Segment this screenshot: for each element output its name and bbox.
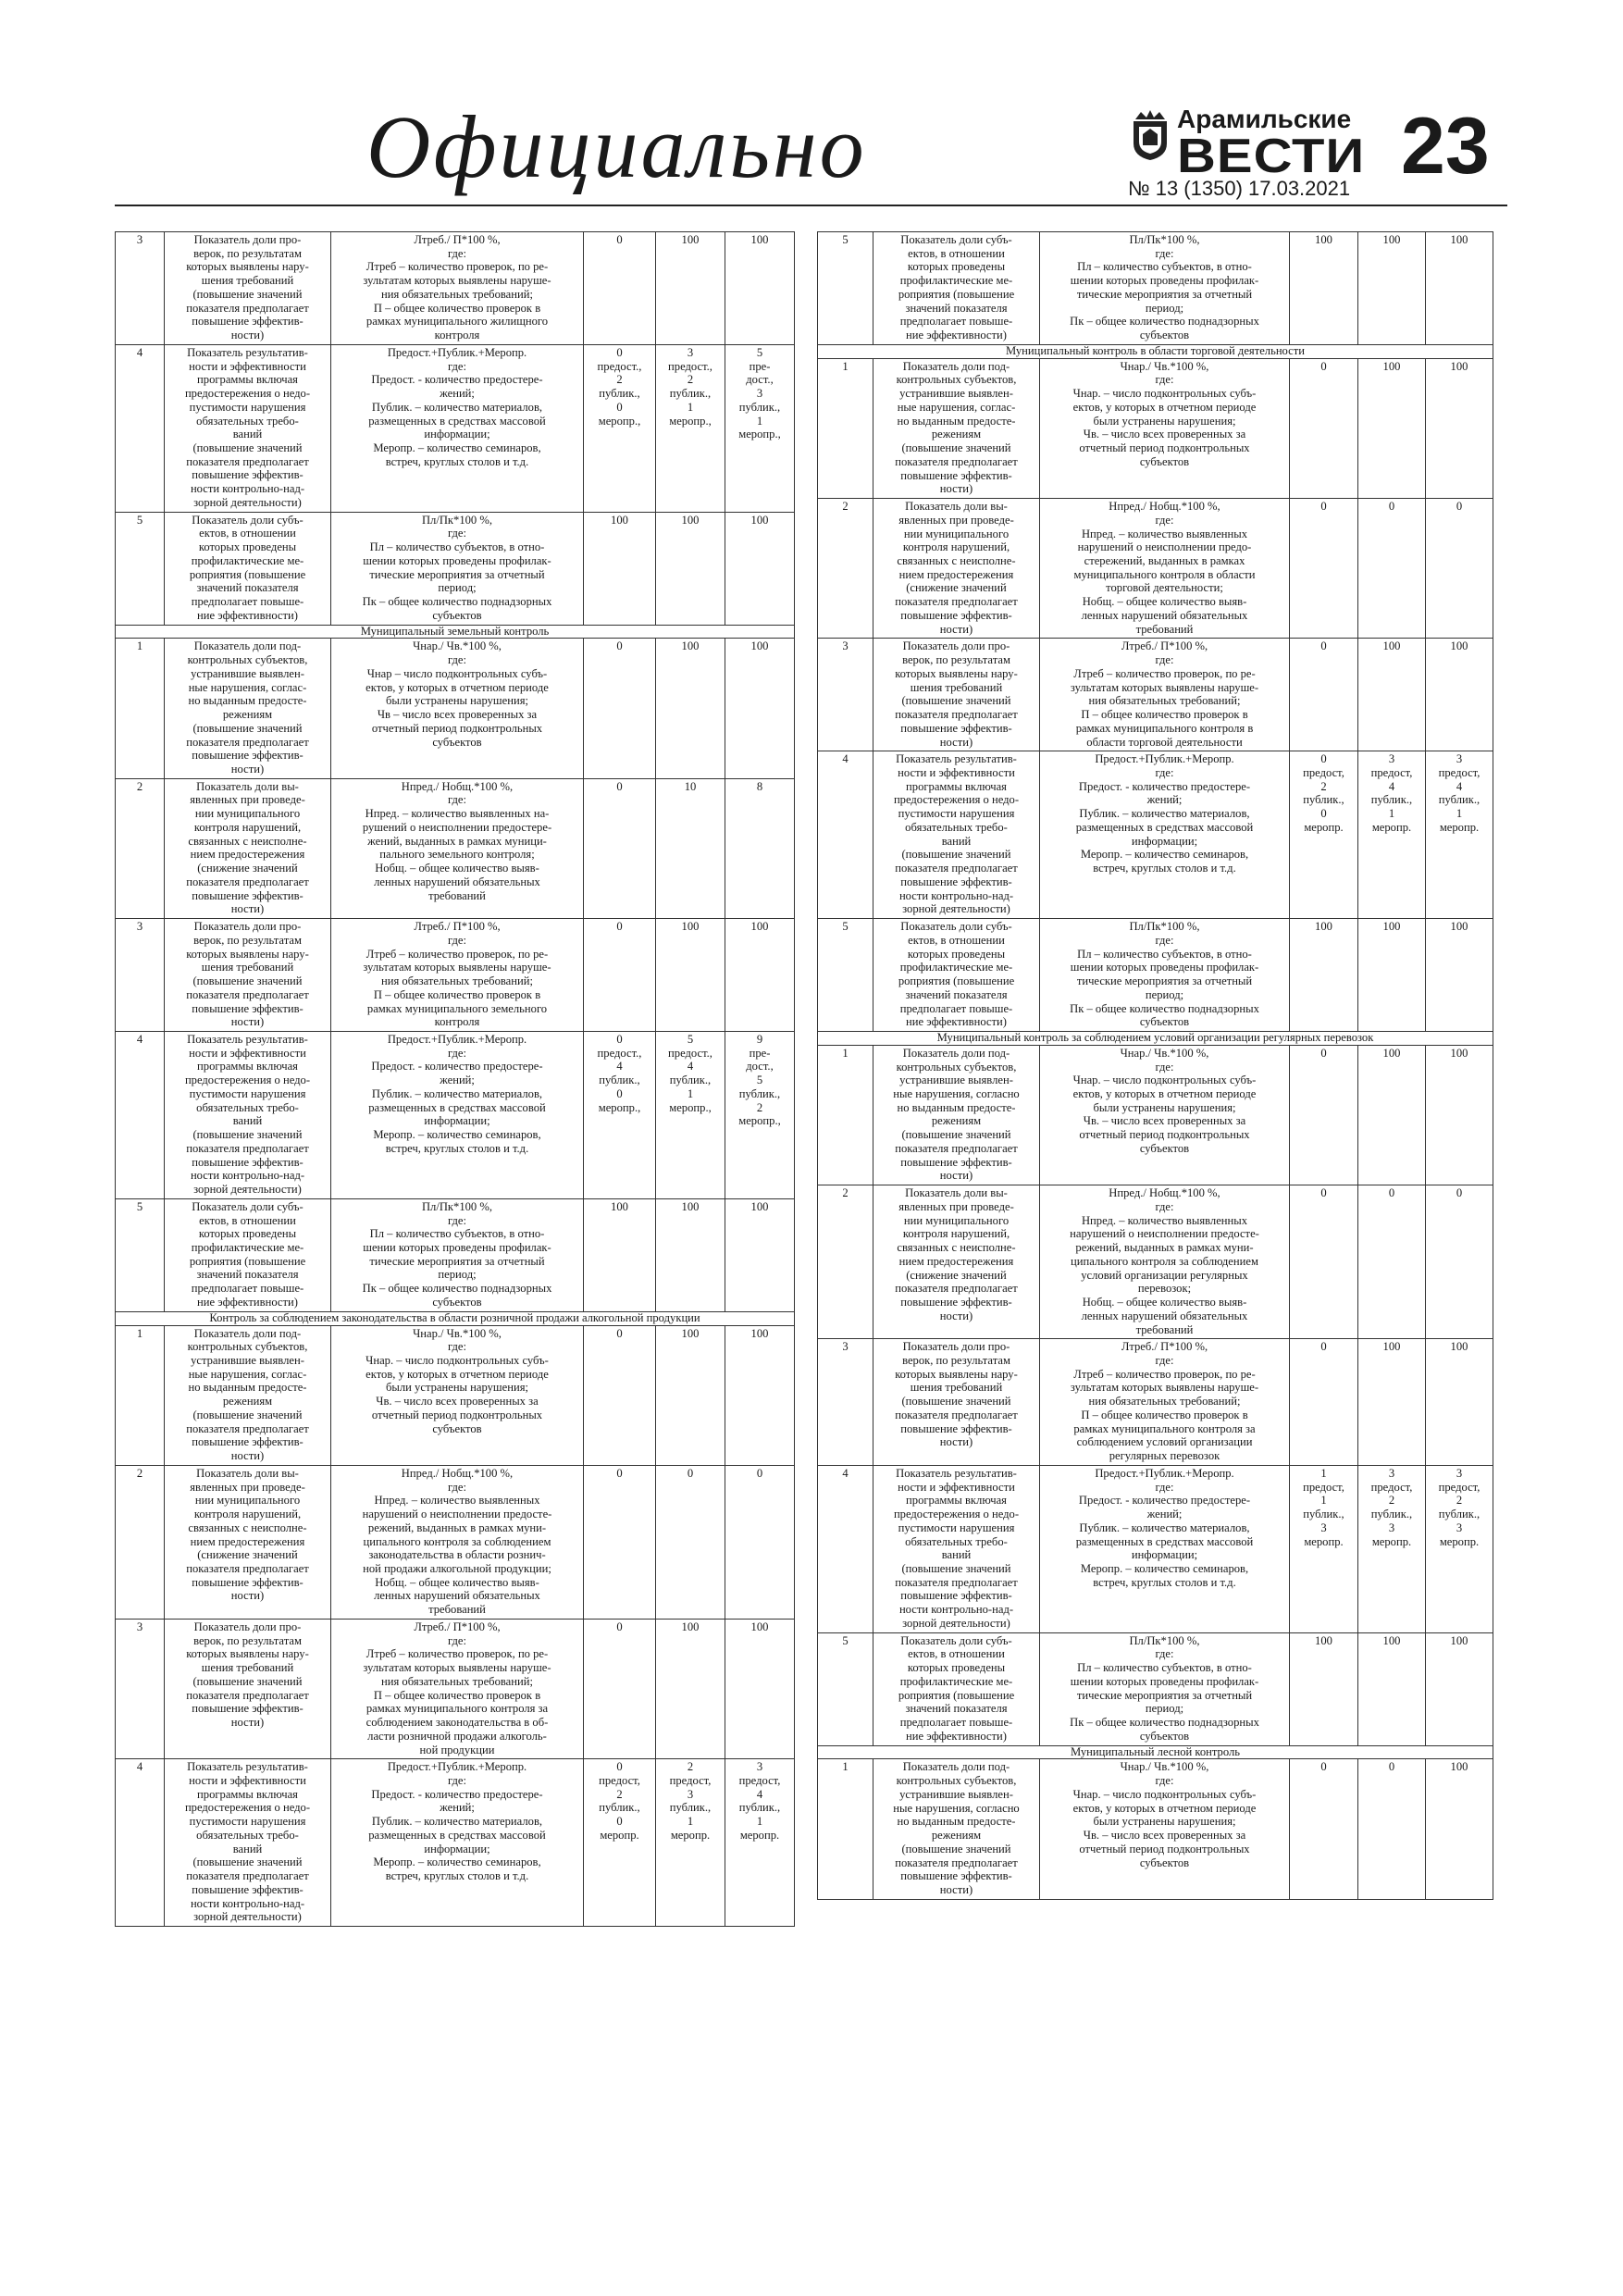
- value-cell: 0: [656, 1465, 725, 1619]
- row-number: 3: [116, 1619, 165, 1758]
- table-row: [818, 1045, 1493, 1185]
- value-cell: 3 предост, 4 публик., 1 меропр.: [725, 1759, 795, 1927]
- value-cell: 100: [1290, 232, 1358, 345]
- indicator-name: Показатель доли под- контрольных субъектов, устранившие выявлен- ные нарушения, соглас‑ но выданным предосте- режениям (повышение значений показателя предполагает повышение эффектив- ности): [873, 358, 1040, 498]
- row-number: 5: [116, 1198, 165, 1311]
- value-cell: 100: [1426, 1045, 1493, 1185]
- value-cell: 0: [1290, 1759, 1358, 1899]
- table-row: [116, 919, 795, 1032]
- indicator-formula: Нпред./ Нобщ.*100 %, где: Нпред. – количество выявленных нарушений о неисполнении предо- стережений, выданных в рамках муниципального контроля в области торговой деятельности; Нобщ. – общее количество выяв- ленных нарушений обязательных требований: [1040, 499, 1290, 639]
- indicator-name: Показатель доли про- верок, по результатам которых выявлены нару- шения требований (повышение значений показателя предполагает повышение эффектив- ности): [873, 1339, 1040, 1466]
- value-cell: 0: [1426, 1185, 1493, 1339]
- indicator-formula: Чнар./ Чв.*100 %, где: Чнар – число подконтрольных субъ- ектов, у которых в отчетном периоде были устранены нарушения; Чв – число всех проверенных за отчетный период подконтрольных субъектов: [331, 639, 584, 778]
- newspaper-name-top: Арамильские: [1177, 105, 1352, 133]
- section-title: Контроль за соблюдением законодательства в области розничной продажи алкогольной продукции: [116, 1311, 795, 1325]
- indicator-formula: Чнар./ Чв.*100 %, где: Чнар. – число подконтрольных субъ- ектов, у которых в отчетном периоде были устранены нарушения; Чв. – число всех проверенных за отчетный период подконтрольных субъектов: [1040, 1045, 1290, 1185]
- indicator-formula: Предост.+Публик.+Меропр. где: Предост. - количество предостере- жений; Публик. – количество материалов, размещенных в средствах массовой информации; Меропр. – количество семинаров, встреч, круглых столов и т.д.: [1040, 1465, 1290, 1632]
- indicator-name: Показатель доли вы- явленных при проведе- нии муниципального контроля нарушений, связанных с неисполне- нием предостережения (снижение значений показателя предполагает повышение эффектив- ности): [873, 499, 1040, 639]
- table-row: [116, 1759, 795, 1927]
- table-row: [116, 232, 795, 345]
- value-cell: 100: [1426, 1632, 1493, 1745]
- value-cell: 0: [584, 1619, 656, 1758]
- indicator-name: Показатель доли субъ- ектов, в отношении которых проведены профилактические ме- роприятия (повышение значений показателя предполагает повыше- ние эффективности): [165, 1198, 331, 1311]
- value-cell: 3 предост, 2 публик., 3 меропр.: [1358, 1465, 1426, 1632]
- row-number: 4: [116, 1759, 165, 1927]
- indicator-formula: Предост.+Публик.+Меропр. где: Предост. - количество предостере- жений; Публик. – количество материалов, размещенных в средствах массовой информации; Меропр. – количество семинаров, встреч, круглых столов и т.д.: [331, 344, 584, 512]
- indicator-formula: Лтреб./ П*100 %, где: Лтреб – количество проверок, по ре- зультатам которых выявлены наруше- ния обязательных требований; П – общее количество проверок в рамках муниципального контроля за соблюдением условий организации регулярных перевозок: [1040, 1339, 1290, 1466]
- section-title: Муниципальный контроль в области торговой деятельности: [818, 344, 1493, 358]
- value-cell: 100: [1426, 919, 1493, 1032]
- indicator-formula: Нпред./ Нобщ.*100 %, где: Нпред. – количество выявленных нарушений о неисполнении предосте- режений, выданных в рамках муни- ципального контроля за соблюдением законодательства в области рознич- ной продажи алкогольной продукции; Нобщ. – общее количество выяв- ленных нарушений обязательных требований: [331, 1465, 584, 1619]
- value-cell: 100: [656, 1325, 725, 1465]
- indicator-name: Показатель результатив- ности и эффективности программы включая предостережения о недо- пустимости нарушения обязательных требо- ваний (повышение значений показателя предполагает повышение эффектив- ности контрольно-над- зорной деятельности): [873, 751, 1040, 919]
- indicator-name: Показатель доли под- контрольных субъектов, устранившие выявлен- ные нарушения, согласно но выданным предосте- режениям (повышение значений показателя предполагает повышение эффектив- ности): [873, 1045, 1040, 1185]
- value-cell: 100: [725, 1198, 795, 1311]
- indicator-name: Показатель доли субъ- ектов, в отношении которых проведены профилактические ме- роприятия (повышение значений показателя предполагает повыше- ние эффективности): [873, 919, 1040, 1032]
- row-number: 4: [818, 1465, 873, 1632]
- section-header-row: [818, 1031, 1493, 1045]
- row-number: 5: [818, 232, 873, 345]
- value-cell: 0 предост., 2 публик., 0 меропр.,: [584, 344, 656, 512]
- row-number: 2: [116, 1465, 165, 1619]
- table-body: [818, 232, 1493, 1900]
- value-cell: 100: [656, 1619, 725, 1758]
- value-cell: 100: [1358, 232, 1426, 345]
- value-cell: 0: [584, 778, 656, 918]
- value-cell: 0: [1290, 1045, 1358, 1185]
- indicator-name: Показатель доли под- контрольных субъектов, устранившие выявлен- ные нарушения, соглас‑ но выданным предосте- режениям (повышение значений показателя предполагает повышение эффектив- ности): [165, 639, 331, 778]
- indicator-name: Показатель доли про- верок, по результатам которых выявлены нару- шения требований (повышение значений показателя предполагает повышение эффектив- ности): [165, 232, 331, 345]
- table-row: [818, 358, 1493, 498]
- table-row: [116, 1031, 795, 1198]
- value-cell: 0: [1290, 1185, 1358, 1339]
- table-row: [818, 639, 1493, 751]
- value-cell: 0: [584, 232, 656, 345]
- indicator-name: Показатель результатив- ности и эффективности программы включая предостережения о недо- пустимости нарушения обязательных требо- ваний (повышение значений показателя предполагает повышение эффектив- ности контрольно-над- зорной деятельности): [873, 1465, 1040, 1632]
- right-column: [817, 231, 1493, 1900]
- indicator-name: Показатель доли под- контрольных субъектов, устранившие выявлен- ные нарушения, согласно но выданным предосте- режениям (повышение значений показателя предполагает повышение эффектив- ности): [873, 1759, 1040, 1899]
- indicator-formula: Нпред./ Нобщ.*100 %, где: Нпред. – количество выявленных нарушений о неисполнении предосте- режений, выданных в рамках муни- ципального контроля за соблюдением условий организации регулярных перевозок; Нобщ. – общее количество выяв- ленных нарушений обязательных требований: [1040, 1185, 1290, 1339]
- indicators-table-left: [115, 231, 795, 1927]
- value-cell: 0: [1290, 499, 1358, 639]
- value-cell: 100: [656, 512, 725, 625]
- section-title: Муниципальный земельный контроль: [116, 625, 795, 639]
- row-number: 2: [116, 778, 165, 918]
- indicator-formula: Предост.+Публик.+Меропр. где: Предост. - количество предостере- жений; Публик. – количество материалов, размещенных в средствах массовой информации; Меропр. – количество семинаров, встреч, круглых столов и т.д.: [331, 1759, 584, 1927]
- indicators-table-right: [817, 231, 1493, 1900]
- value-cell: 0: [1290, 358, 1358, 498]
- value-cell: 100: [1426, 358, 1493, 498]
- indicator-formula: Пл/Пк*100 %, где: Пл – количество субъектов, в отно- шении которых проведены профилак- тические мероприятия за отчетный период; Пк – общее количество поднадзорных субъектов: [1040, 232, 1290, 345]
- indicator-formula: Пл/Пк*100 %, где: Пл – количество субъектов, в отно- шении которых проведены профилак- тические мероприятия за отчетный период; Пк – общее количество поднадзорных субъектов: [331, 1198, 584, 1311]
- indicator-formula: Предост.+Публик.+Меропр. где: Предост. - количество предостере- жений; Публик. – количество материалов, размещенных в средствах массовой информации; Меропр. – количество семинаров, встреч, круглых столов и т.д.: [331, 1031, 584, 1198]
- value-cell: 0: [1358, 1185, 1426, 1339]
- value-cell: 100: [656, 232, 725, 345]
- row-number: 5: [818, 919, 873, 1032]
- row-number: 4: [116, 1031, 165, 1198]
- value-cell: 9 пре- дост., 5 публик., 2 меропр.,: [725, 1031, 795, 1198]
- value-cell: 100: [725, 232, 795, 345]
- indicator-formula: Пл/Пк*100 %, где: Пл – количество субъектов, в отно- шении которых проведены профилак- тические мероприятия за отчетный период; Пк – общее количество поднадзорных субъектов: [331, 512, 584, 625]
- table-row: [818, 1339, 1493, 1466]
- indicator-name: Показатель доли вы- явленных при проведе- нии муниципального контроля нарушений, связанных с неисполне- нием предостережения (снижение значений показателя предполагает повышение эффектив- ности): [165, 778, 331, 918]
- value-cell: 5 пре- дост., 3 публик., 1 меропр.,: [725, 344, 795, 512]
- indicator-formula: Чнар./ Чв.*100 %, где: Чнар. – число подконтрольных субъ- ектов, у которых в отчетном периоде были устранены нарушения; Чв. – число всех проверенных за отчетный период подконтрольных субъектов: [1040, 1759, 1290, 1899]
- table-body: [116, 232, 795, 1927]
- value-cell: 100: [1426, 1339, 1493, 1466]
- table-row: [818, 1759, 1493, 1899]
- indicator-name: Показатель доли про- верок, по результатам которых выявлены нару- шения требований (повышение значений показателя предполагает повышение эффектив- ности): [873, 639, 1040, 751]
- table-row: [818, 1632, 1493, 1745]
- section-header-row: [116, 1311, 795, 1325]
- newspaper-name-main: ВЕСТИ: [1177, 129, 1366, 183]
- table-row: [116, 1619, 795, 1758]
- value-cell: 0: [1426, 499, 1493, 639]
- value-cell: 100: [1426, 639, 1493, 751]
- indicator-name: Показатель доли про- верок, по результатам которых выявлены нару- шения требований (повышение значений показателя предполагает повышение эффектив- ности): [165, 1619, 331, 1758]
- row-number: 3: [818, 639, 873, 751]
- table-row: [116, 1325, 795, 1465]
- value-cell: 0: [1290, 639, 1358, 751]
- table-row: [818, 1465, 1493, 1632]
- value-cell: 100: [725, 1325, 795, 1465]
- value-cell: 3 предост, 4 публик., 1 меропр.: [1358, 751, 1426, 919]
- value-cell: 3 предост, 4 публик., 1 меропр.: [1426, 751, 1493, 919]
- table-row: [818, 232, 1493, 345]
- indicator-formula: Чнар./ Чв.*100 %, где: Чнар. – число подконтрольных субъ- ектов, у которых в отчетном периоде были устранены нарушения; Чв. – число всех проверенных за отчетный период подконтрольных субъектов: [1040, 358, 1290, 498]
- value-cell: 0: [584, 639, 656, 778]
- row-number: 4: [116, 344, 165, 512]
- indicator-name: Показатель доли вы- явленных при проведе- нии муниципального контроля нарушений, связанных с неисполне- нием предостережения (снижение значений показателя предполагает повышение эффектив- ности): [165, 1465, 331, 1619]
- row-number: 2: [818, 499, 873, 639]
- row-number: 1: [818, 1045, 873, 1185]
- table-row: [818, 1185, 1493, 1339]
- value-cell: 100: [656, 919, 725, 1032]
- value-cell: 3 предост., 2 публик., 1 меропр.,: [656, 344, 725, 512]
- value-cell: 100: [725, 919, 795, 1032]
- indicator-formula: Пл/Пк*100 %, где: Пл – количество субъектов, в отно- шении которых проведены профилак- тические мероприятия за отчетный период; Пк – общее количество поднадзорных субъектов: [1040, 1632, 1290, 1745]
- value-cell: 100: [1290, 1632, 1358, 1745]
- value-cell: 0: [584, 1325, 656, 1465]
- value-cell: 0: [725, 1465, 795, 1619]
- value-cell: 0: [584, 919, 656, 1032]
- value-cell: 100: [1426, 1759, 1493, 1899]
- section-title: Муниципальный лесной контроль: [818, 1745, 1493, 1759]
- section-header-row: [116, 625, 795, 639]
- indicator-name: Показатель результатив- ности и эффективности программы включая предостережения о недо- пустимости нарушения обязательных требо- ваний (повышение значений показателя предполагает повышение эффектив- ности контрольно-над- зорной деятельности): [165, 1759, 331, 1927]
- table-row: [116, 639, 795, 778]
- row-number: 5: [116, 512, 165, 625]
- value-cell: 100: [725, 639, 795, 778]
- section-header-row: [818, 344, 1493, 358]
- indicator-formula: Лтреб./ П*100 %, где: Лтреб – количество проверок, по ре- зультатам которых выявлены наруше- ния обязательных требований; П – общее количество проверок в рамках муниципального жилищного контроля: [331, 232, 584, 345]
- row-number: 1: [116, 1325, 165, 1465]
- page-header: [115, 97, 1507, 206]
- value-cell: 8: [725, 778, 795, 918]
- indicator-formula: Пл/Пк*100 %, где: Пл – количество субъектов, в отно- шении которых проведены профилак- тические мероприятия за отчетный период; Пк – общее количество поднадзорных субъектов: [1040, 919, 1290, 1032]
- row-number: 1: [818, 1759, 873, 1899]
- left-column: [115, 231, 794, 1927]
- indicator-formula: Предост.+Публик.+Меропр. где: Предост. - количество предостере- жений; Публик. – количество материалов, размещенных в средствах массовой информации; Меропр. – количество семинаров, встреч, круглых столов и т.д.: [1040, 751, 1290, 919]
- indicator-name: Показатель доли вы- явленных при проведе- нии муниципального контроля нарушений, связанных с неисполне- нием предостережения (снижение значений показателя предполагает повышение эффектив- ности): [873, 1185, 1040, 1339]
- value-cell: 3 предост, 2 публик., 3 меропр.: [1426, 1465, 1493, 1632]
- table-row: [116, 512, 795, 625]
- indicator-name: Показатель доли про- верок, по результатам которых выявлены нару- шения требований (повышение значений показателя предполагает повышение эффектив- ности): [165, 919, 331, 1032]
- value-cell: 100: [656, 639, 725, 778]
- row-number: 3: [116, 232, 165, 345]
- value-cell: 100: [1358, 1045, 1426, 1185]
- indicator-formula: Лтреб./ П*100 %, где: Лтреб – количество проверок, по ре- зультатам которых выявлены наруше- ния обязательных требований; П – общее количество проверок в рамках муниципального земельного контроля: [331, 919, 584, 1032]
- value-cell: 0 предост, 2 публик., 0 меропр.: [1290, 751, 1358, 919]
- value-cell: 0: [1358, 1759, 1426, 1899]
- section-header-row: [818, 1745, 1493, 1759]
- page-number: 23: [1401, 102, 1490, 191]
- indicator-formula: Лтреб./ П*100 %, где: Лтреб – количество проверок, по ре- зультатам которых выявлены наруше- ния обязательных требований; П – общее количество проверок в рамках муниципального контроля за соблюдением законодательства в об- ласти розничной продажи алкоголь- ной продукции: [331, 1619, 584, 1758]
- indicator-name: Показатель доли субъ- ектов, в отношении которых проведены профилактические ме- роприятия (повышение значений показателя предполагает повыше- ние эффективности): [873, 232, 1040, 345]
- table-row: [818, 751, 1493, 919]
- value-cell: 100: [1358, 358, 1426, 498]
- value-cell: 0: [1290, 1339, 1358, 1466]
- value-cell: 100: [1426, 232, 1493, 345]
- indicator-name: Показатель доли субъ- ектов, в отношении которых проведены профилактические ме- роприятия (повышение значений показателя предполагает повыше- ние эффективности): [873, 1632, 1040, 1745]
- value-cell: 0 предост., 4 публик., 0 меропр.,: [584, 1031, 656, 1198]
- issue-info: № 13 (1350) 17.03.2021: [1128, 177, 1351, 200]
- value-cell: 5 предост., 4 публик., 1 меропр.,: [656, 1031, 725, 1198]
- table-row: [818, 919, 1493, 1032]
- table-row: [116, 1198, 795, 1311]
- value-cell: 10: [656, 778, 725, 918]
- value-cell: 100: [584, 1198, 656, 1311]
- indicator-name: Показатель доли субъ- ектов, в отношении которых проведены профилактические ме- роприятия (повышение значений показателя предполагает повыше- ние эффективности): [165, 512, 331, 625]
- coat-of-arms-icon: [1128, 106, 1172, 162]
- header-rule: [115, 205, 1507, 206]
- value-cell: 0 предост, 2 публик., 0 меропр.: [584, 1759, 656, 1927]
- indicator-formula: Чнар./ Чв.*100 %, где: Чнар. – число подконтрольных субъ- ектов, у которых в отчетном периоде были устранены нарушения; Чв. – число всех проверенных за отчетный период подконтрольных субъектов: [331, 1325, 584, 1465]
- value-cell: 100: [725, 512, 795, 625]
- row-number: 5: [818, 1632, 873, 1745]
- table-row: [818, 499, 1493, 639]
- row-number: 3: [116, 919, 165, 1032]
- indicator-formula: Нпред./ Нобщ.*100 %, где: Нпред. – количество выявленных на- рушений о неисполнении предостере- жений, выданных в рамках муници- пального земельного контроля; Нобщ. – общее количество выяв- ленных нарушений обязательных требований: [331, 778, 584, 918]
- indicator-name: Показатель результатив- ности и эффективности программы включая предостережения о недо- пустимости нарушения обязательных требо- ваний (повышение значений показателя предполагает повышение эффектив- ности контрольно-над- зорной деятельности): [165, 1031, 331, 1198]
- value-cell: 100: [725, 1619, 795, 1758]
- value-cell: 100: [1358, 1632, 1426, 1745]
- row-number: 2: [818, 1185, 873, 1339]
- value-cell: 100: [656, 1198, 725, 1311]
- value-cell: 100: [1358, 1339, 1426, 1466]
- indicator-formula: Лтреб./ П*100 %, где: Лтреб – количество проверок, по ре- зультатам которых выявлены наруше- ния обязательных требований; П – общее количество проверок в рамках муниципального контроля в области торговой деятельности: [1040, 639, 1290, 751]
- row-number: 1: [818, 358, 873, 498]
- indicator-name: Показатель доли под- контрольных субъектов, устранившие выявлен- ные нарушения, соглас‑ но выданным предосте- режениям (повышение значений показателя предполагает повышение эффектив- ности): [165, 1325, 331, 1465]
- value-cell: 0: [584, 1465, 656, 1619]
- section-title: Официально: [366, 97, 867, 196]
- value-cell: 100: [1358, 919, 1426, 1032]
- row-number: 4: [818, 751, 873, 919]
- section-title: Муниципальный контроль за соблюдением условий организации регулярных перевозок: [818, 1031, 1493, 1045]
- value-cell: 0: [1358, 499, 1426, 639]
- value-cell: 2 предост, 3 публик., 1 меропр.: [656, 1759, 725, 1927]
- indicator-name: Показатель результатив- ности и эффективности программы включая предостережения о недо- пустимости нарушения обязательных требо- ваний (повышение значений показателя предполагает повышение эффектив- ности контрольно-над- зорной деятельности): [165, 344, 331, 512]
- table-row: [116, 344, 795, 512]
- row-number: 1: [116, 639, 165, 778]
- value-cell: 100: [584, 512, 656, 625]
- value-cell: 100: [1290, 919, 1358, 1032]
- value-cell: 100: [1358, 639, 1426, 751]
- value-cell: 1 предост, 1 публик., 3 меропр.: [1290, 1465, 1358, 1632]
- table-row: [116, 778, 795, 918]
- row-number: 3: [818, 1339, 873, 1466]
- table-row: [116, 1465, 795, 1619]
